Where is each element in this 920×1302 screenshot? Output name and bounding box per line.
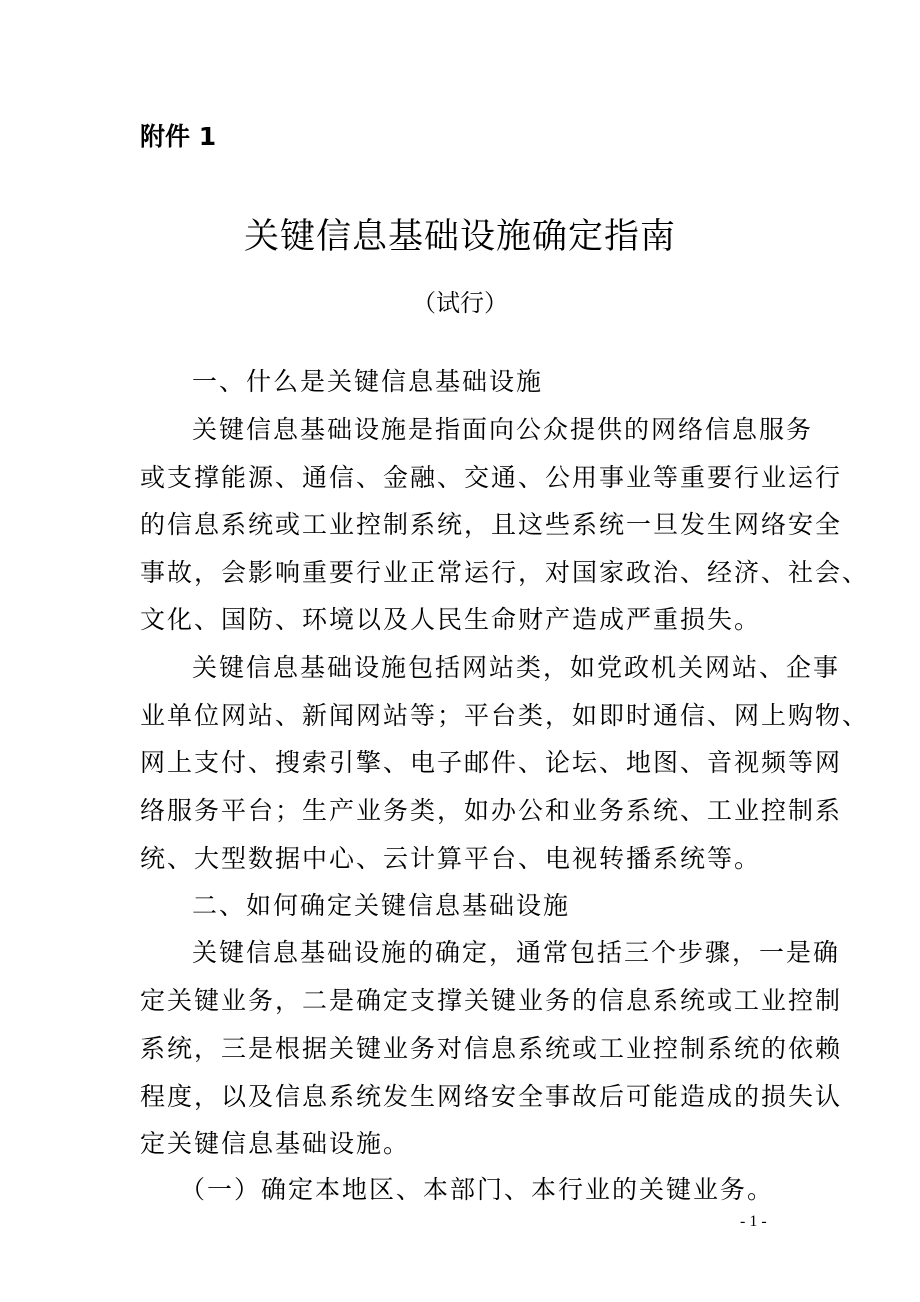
paragraph-line: 事故，会影响重要行业正常运行，对国家政治、经济、社会、 (140, 558, 870, 587)
page-number: - 1 - (740, 1213, 767, 1230)
paragraph-line: 定关键业务，二是确定支撑关键业务的信息系统或工业控制 (140, 986, 843, 1015)
paragraph-line: 网上支付、搜索引擎、电子邮件、论坛、地图、音视频等网 (140, 748, 843, 777)
paragraph-line: 业单位网站、新闻网站等；平台类，如即时通信、网上购物、 (140, 701, 870, 730)
paragraph-line: 统、大型数据中心、云计算平台、电视转播系统等。 (140, 844, 762, 873)
document-subtitle: （试行） (412, 289, 508, 317)
document-title: 关键信息基础设施确定指南 (243, 217, 676, 257)
paragraph-line: 定关键信息基础设施。 (140, 1129, 411, 1158)
paragraph-line: 络服务平台；生产业务类，如办公和业务系统、工业控制系 (140, 796, 843, 825)
paragraph-line: 程度，以及信息系统发生网络安全事故后可能造成的损失认 (140, 1082, 843, 1111)
attachment-label: 附件 1 (140, 122, 217, 151)
paragraph-line: 关键信息基础设施的确定，通常包括三个步骤，一是确 (192, 938, 841, 967)
paragraph-line: 关键信息基础设施是指面向公众提供的网络信息服务 (192, 415, 814, 444)
section-heading-2: 二、如何确定关键信息基础设施 (192, 891, 571, 920)
paragraph-line: 关键信息基础设施包括网站类，如党政机关网站、企事 (192, 653, 841, 682)
section-heading-1: 一、什么是关键信息基础设施 (192, 367, 544, 396)
paragraph-line: 系统，三是根据关键业务对信息系统或工业控制系统的依赖 (140, 1034, 843, 1063)
paragraph-line: 或支撑能源、通信、金融、交通、公用事业等重要行业运行 (140, 463, 843, 492)
paragraph-line: 文化、国防、环境以及人民生命财产造成严重损失。 (140, 605, 762, 634)
subsection-heading: （一）确定本地区、本部门、本行业的关键业务。 (180, 1175, 775, 1204)
paragraph-line: 的信息系统或工业控制系统，且这些系统一旦发生网络安全 (140, 510, 843, 539)
